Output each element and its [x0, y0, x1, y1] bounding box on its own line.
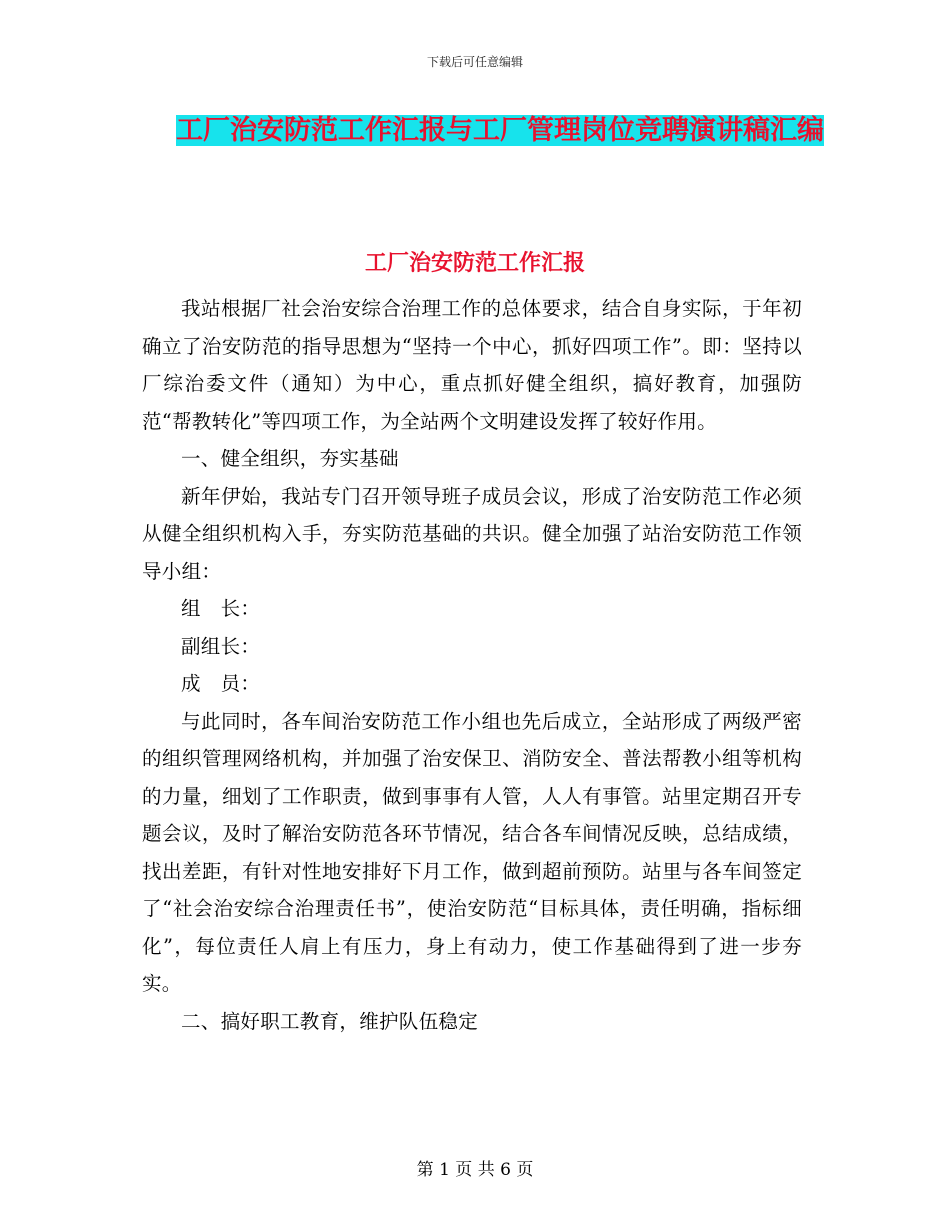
section-title: 工厂治安防范工作汇报 — [364, 250, 585, 276]
document-body — [142, 290, 802, 1040]
heading-section-1: 一、健全组织，夯实基础 — [181, 447, 399, 470]
role-leader: 组 长： — [181, 597, 261, 620]
page-header-note: 下载后可任意编辑 — [426, 55, 523, 69]
document-title — [140, 110, 860, 152]
role-deputy-leader: 副组长： — [181, 634, 261, 658]
role-members: 成 员： — [181, 672, 261, 695]
paragraph-section-1: 新年伊始，我站专门召开领导班子成员会议，形成了治安防范工作必须从健全组织机构入手，夯实防范基础的共识。健全加强了站治安防范工作领导小组： — [142, 484, 802, 583]
page-number: 第 1 页 共 6 页 — [416, 1160, 534, 1180]
document-title-text: 工厂治安防范工作汇报与工厂管理岗位竞聘演讲稿汇编 — [176, 115, 824, 146]
paragraph-intro: 我站根据厂社会治安综合治理工作的总体要求，结合自身实际，于年初确立了治安防范的指导思想为“坚持一个中心，抓好四项工作”。即：坚持以厂综治委文件（通知）为中心，重点抓好健全组织，搞好教育，加强防范“帮教转化”等四项工作，为全站两个文明建设发挥了较好作用。 — [142, 297, 802, 433]
heading-section-2: 二、搞好职工教育，维护队伍稳定 — [181, 1009, 479, 1033]
paragraph-organization: 与此同时，各车间治安防范工作小组也先后成立，全站形成了两级严密的组织管理网络机构，并加强了治安保卫、消防安全、普法帮教小组等机构的力量，细划了工作职责，做到事事有人管，人人有事管。站里定期召开专题会议，及时了解治安防范各环节情况，结合各车间情况反映，总结成绩，找出差距，有针对性地安排好下月工作，做到超前预防。站里与各车间签定了“社会治安综合治理责任书”，使治安防范“目标具体，责任明确，指标细化”，每位责任人肩上有压力，身上有动力，使工作基础得到了进一步夯实。 — [142, 709, 802, 995]
